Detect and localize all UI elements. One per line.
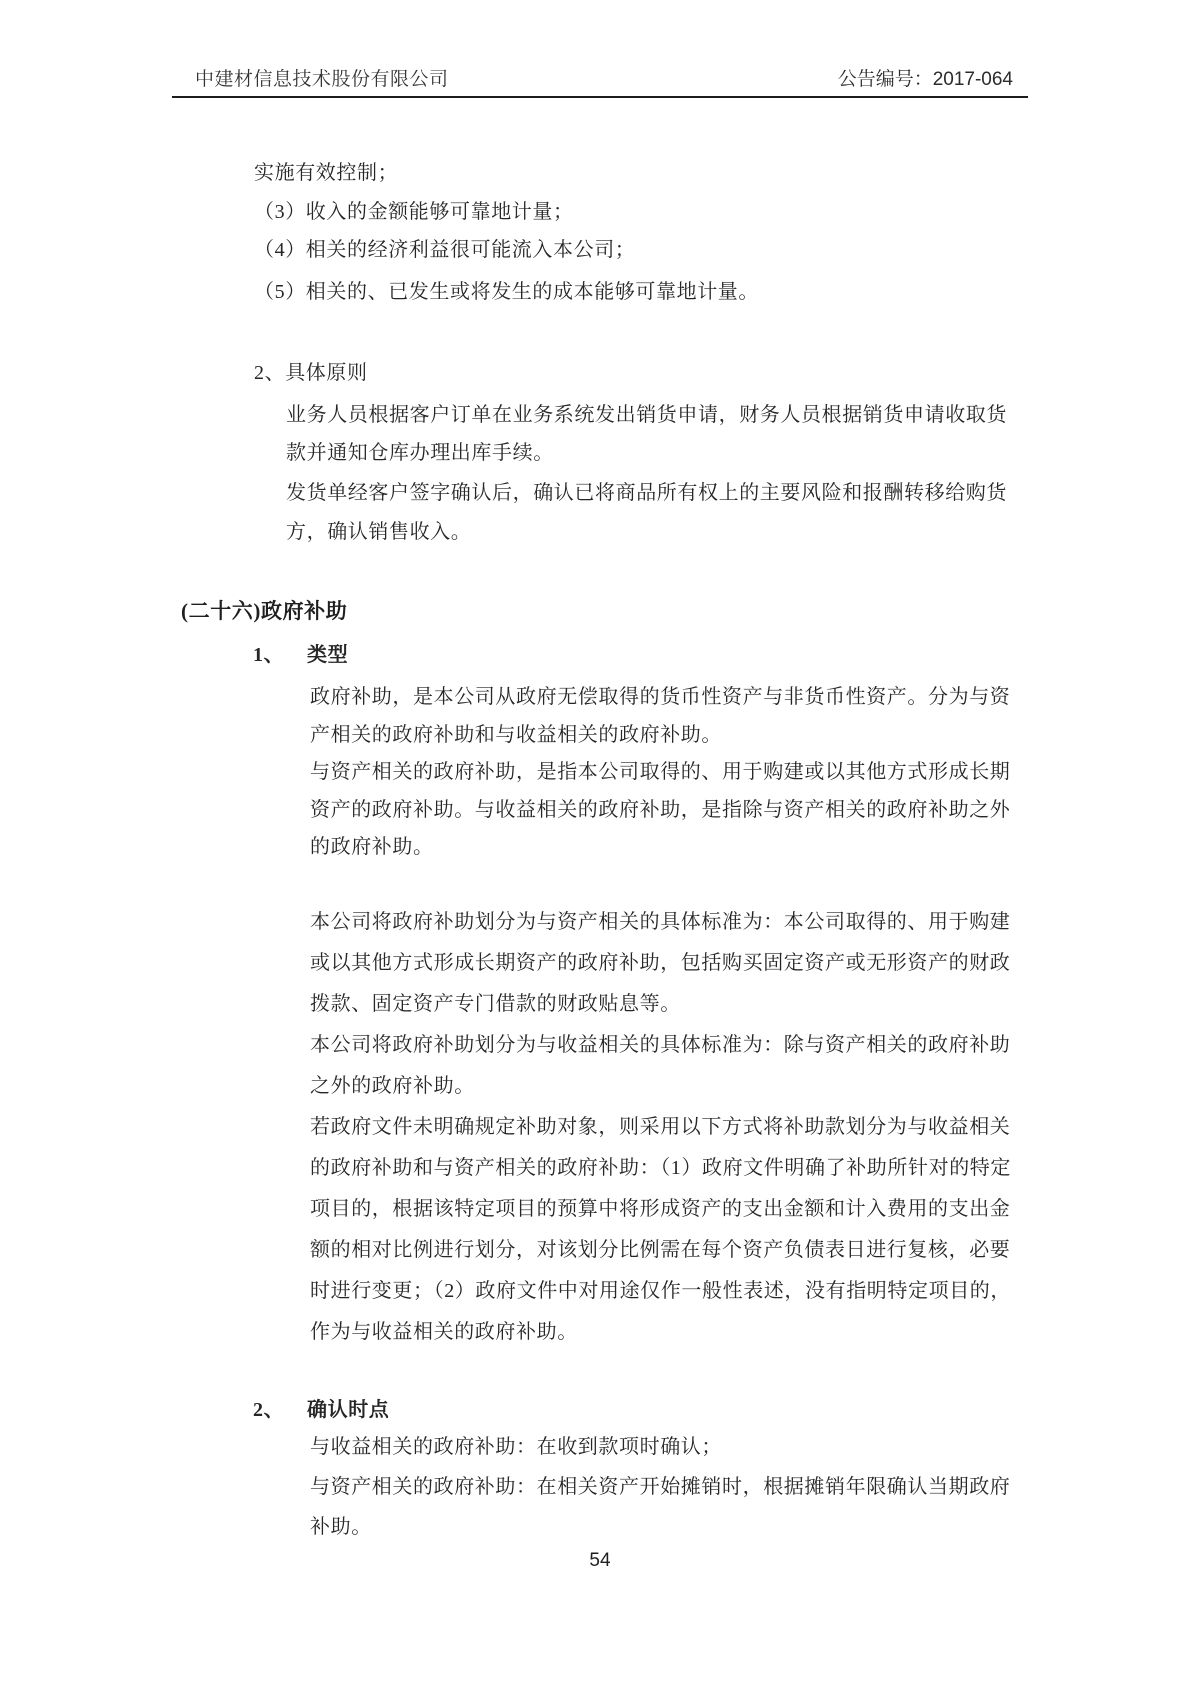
body-line: 或以其他方式形成长期资产的政府补助，包括购买固定资产或无形资产的财政 xyxy=(310,952,1011,974)
condition-item: （5）相关的、已发生或将发生的成本能够可靠地计量。 xyxy=(254,281,759,303)
body-line: 政府补助，是本公司从政府无偿取得的货币性资产与非货币性资产。分为与资 xyxy=(310,686,1011,708)
body-line: 业务人员根据客户订单在业务系统发出销货申请，财务人员根据销货申请收取货 xyxy=(286,404,1007,426)
subsection-heading xyxy=(253,642,348,668)
header-divider xyxy=(172,96,1028,98)
body-line: 与收益相关的政府补助：在收到款项时确认； xyxy=(310,1436,722,1458)
body-line: 的政府补助和与资产相关的政府补助：（1）政府文件明确了补助所针对的特定 xyxy=(310,1157,1011,1179)
body-line: 拨款、固定资产专门借款的财政贴息等。 xyxy=(310,993,681,1015)
body-line: 时进行变更；（2）政府文件中对用途仅作一般性表述，没有指明特定项目的， xyxy=(310,1280,1011,1302)
body-line: 款并通知仓库办理出库手续。 xyxy=(286,442,554,464)
body-line: 若政府文件未明确规定补助对象，则采用以下方式将补助款划分为与收益相关 xyxy=(310,1116,1011,1138)
body-line: 补助。 xyxy=(310,1516,372,1538)
item-title: 确认时点 xyxy=(307,1399,390,1421)
body-line: 的政府补助。 xyxy=(310,836,434,858)
header-company-name: 中建材信息技术股份有限公司 xyxy=(195,69,449,90)
condition-item: （3）收入的金额能够可靠地计量； xyxy=(254,201,574,223)
body-line: 产相关的政府补助和与收益相关的政府补助。 xyxy=(310,724,722,746)
item-title: 类型 xyxy=(307,644,349,666)
subsection-heading: 2、具体原则 xyxy=(254,362,368,384)
body-line: 项目的，根据该特定项目的预算中将形成资产的支出金额和计入费用的支出金 xyxy=(310,1198,1011,1220)
body-line: 方，确认销售收入。 xyxy=(286,521,472,543)
condition-item: （4）相关的经济利益很可能流入本公司； xyxy=(254,239,636,261)
item-number: 1、 xyxy=(253,644,285,666)
body-line: 发货单经客户签字确认后，确认已将商品所有权上的主要风险和报酬转移给购货 xyxy=(286,482,1007,504)
section-heading: (二十六)政府补助 xyxy=(181,599,348,623)
body-line: 本公司将政府补助划分为与收益相关的具体标准为：除与资产相关的政府补助 xyxy=(310,1034,1011,1056)
body-line: 实施有效控制； xyxy=(254,162,399,184)
body-line: 与资产相关的政府补助，是指本公司取得的、用于购建或以其他方式形成长期 xyxy=(310,761,1011,783)
body-line: 额的相对比例进行划分，对该划分比例需在每个资产负债表日进行复核，必要 xyxy=(310,1239,1011,1261)
page-number: 54 xyxy=(589,1550,611,1571)
item-number: 2、 xyxy=(253,1399,285,1421)
body-line: 之外的政府补助。 xyxy=(310,1075,475,1097)
subsection-heading xyxy=(253,1397,389,1423)
body-line: 作为与收益相关的政府补助。 xyxy=(310,1321,578,1343)
body-line: 本公司将政府补助划分为与资产相关的具体标准为：本公司取得的、用于购建 xyxy=(310,911,1011,933)
body-line: 资产的政府补助。与收益相关的政府补助，是指除与资产相关的政府补助之外 xyxy=(310,799,1011,821)
body-line: 与资产相关的政府补助：在相关资产开始摊销时，根据摊销年限确认当期政府 xyxy=(310,1476,1011,1498)
header-notice-number: 公告编号：2017-064 xyxy=(837,69,1013,90)
